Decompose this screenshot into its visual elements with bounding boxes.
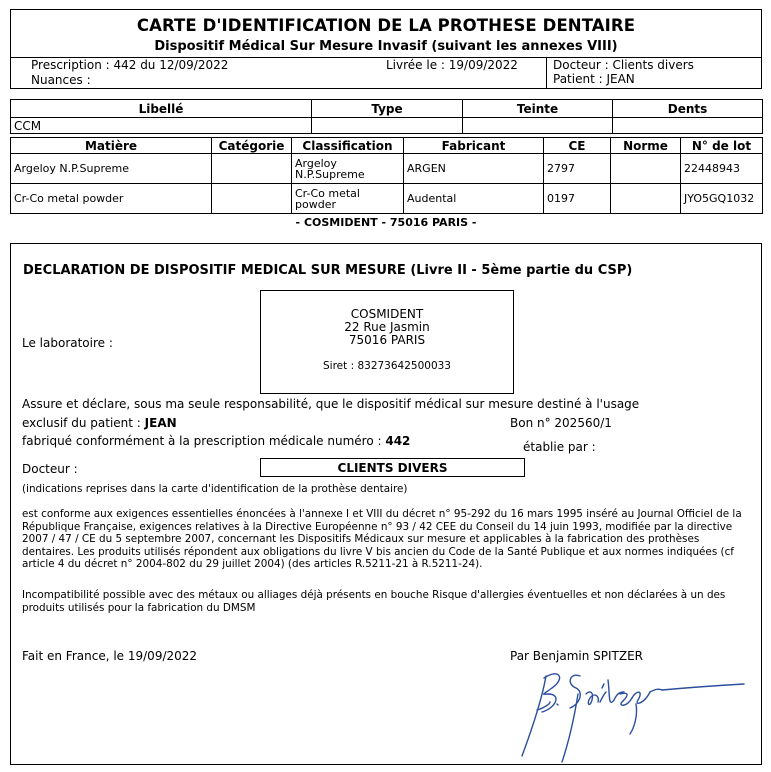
header-matiere: Matière	[11, 138, 212, 154]
docteur-label: Docteur :	[22, 462, 78, 476]
lab-city: 75016 PARIS	[348, 333, 426, 347]
cell-lot: 22448943	[681, 154, 763, 184]
cell-matiere: Argeloy N.P.Supreme	[11, 154, 212, 184]
conformity-text: est conforme aux exigences essentielles énoncées à l'annexe I et VIII du décret n° 95-292 du 16 mars 1995 inséré au Journal Officiel de la République Française, exigences relatives à la Directive Européenne n° 93 / 42 CEE du Conseil du 14 juin 1993, modifiée par la directive 2007 / 47 / CE du 5 septembre 2007, concernant les Dispositifs Médicaux sur mesure et applicables à la fabrication des prothèses dentaires. Les produits utilisés répondent aux obligations du livre V bis ancien du Code de la Santé Publique et aux normes indiquées (cf article 4 du décret n° 2004-802 du 29 juillet 2004) (des articles R.5211-21 à R.5211-24).	[22, 508, 742, 571]
card-title: CARTE D'IDENTIFICATION DE LA PROTHESE DENTAIRE	[136, 16, 636, 35]
header-teinte: Teinte	[463, 100, 613, 118]
cell-classification: Argeloy N.P.Supreme	[292, 154, 404, 184]
bon-number: Bon n° 202560/1	[510, 416, 612, 430]
cell-norme	[611, 184, 681, 214]
table-row	[11, 184, 763, 214]
cell-lot: JYO5GQ1032	[681, 184, 763, 214]
header-lot: N° de lot	[681, 138, 763, 154]
identification-card-header	[10, 9, 762, 89]
declaration-title: DECLARATION DE DISPOSITIF MEDICAL SUR MESURE (Livre II - 5ème partie du CSP)	[23, 263, 633, 278]
cell-fabricant: ARGEN	[404, 154, 544, 184]
libelle-header-row	[11, 100, 763, 118]
cell-libelle: CCM	[11, 118, 312, 134]
cell-matiere: Cr-Co metal powder	[11, 184, 212, 214]
assure-line: Assure et déclare, sous ma seule responsabilité, que le dispositif médical sur mesure destiné à l'usage	[22, 397, 640, 411]
lab-siret: Siret : 83273642500033	[323, 360, 451, 372]
cell-fabricant: Audental	[404, 184, 544, 214]
delivery-date: Livrée le : 19/09/2022	[386, 58, 518, 72]
cell-ce: 0197	[544, 184, 611, 214]
material-header-row	[11, 138, 763, 154]
cell-categorie	[212, 154, 292, 184]
signatory-name: Par Benjamin SPITZER	[510, 649, 644, 663]
table-row	[11, 154, 763, 184]
cell-ce: 2797	[544, 154, 611, 184]
header-libelle: Libellé	[11, 100, 312, 118]
fabrique-line	[22, 434, 410, 449]
cell-norme	[611, 154, 681, 184]
patient-info: Patient : JEAN	[553, 72, 635, 86]
fabrique-prefix: fabriqué conformément à la prescription médicale numéro :	[22, 434, 382, 448]
header-type: Type	[312, 100, 463, 118]
nuances-info: Nuances :	[31, 73, 91, 87]
lab-name: COSMIDENT	[350, 307, 424, 321]
card-subtitle: Dispositif Médical Sur Mesure Invasif (suivant les annexes VIII)	[154, 39, 618, 54]
header-classification: Classification	[292, 138, 404, 154]
declaration-box	[10, 243, 762, 765]
cell-teinte	[463, 118, 613, 134]
lab-label: Le laboratoire :	[22, 336, 113, 350]
lab-street: 22 Rue Jasmin	[344, 320, 430, 334]
incompatibility-text: Incompatibilité possible avec des métaux ou alliages déjà présents en bouche Risque d'allergies éventuelles et non déclarées à un des produits utilisés pour la fabrication du DMSM	[22, 589, 726, 614]
header-fabricant: Fabricant	[404, 138, 544, 154]
prescription-info: Prescription : 442 du 12/09/2022	[31, 58, 229, 72]
doctor-info: Docteur : Clients divers	[553, 58, 694, 72]
header-norme: Norme	[611, 138, 681, 154]
exclusif-line	[22, 416, 177, 431]
header-categorie: Catégorie	[212, 138, 292, 154]
header-dents: Dents	[613, 100, 763, 118]
fait-en-france: Fait en France, le 19/09/2022	[22, 649, 198, 663]
libelle-table	[10, 99, 763, 134]
cell-type	[312, 118, 463, 134]
doctor-name-box: CLIENTS DIVERS	[260, 458, 525, 477]
exclusif-prefix: exclusif du patient :	[22, 416, 141, 430]
patient-name: JEAN	[144, 416, 177, 430]
etablie-par: établie par :	[523, 440, 596, 454]
laboratory-address-box	[260, 290, 514, 394]
header-ce: CE	[544, 138, 611, 154]
libelle-row	[11, 118, 763, 134]
company-footer: - COSMIDENT - 75016 PARIS -	[295, 216, 477, 229]
indications-note: (indications reprises dans la carte d'identification de la prothèse dentaire)	[22, 483, 408, 495]
header-vertical-divider	[546, 57, 547, 89]
cell-dents	[613, 118, 763, 134]
signature-image	[504, 664, 754, 764]
cell-categorie	[212, 184, 292, 214]
cell-classification: Cr-Co metal powder	[292, 184, 404, 214]
prescription-number: 442	[385, 434, 411, 448]
material-table	[10, 137, 763, 214]
